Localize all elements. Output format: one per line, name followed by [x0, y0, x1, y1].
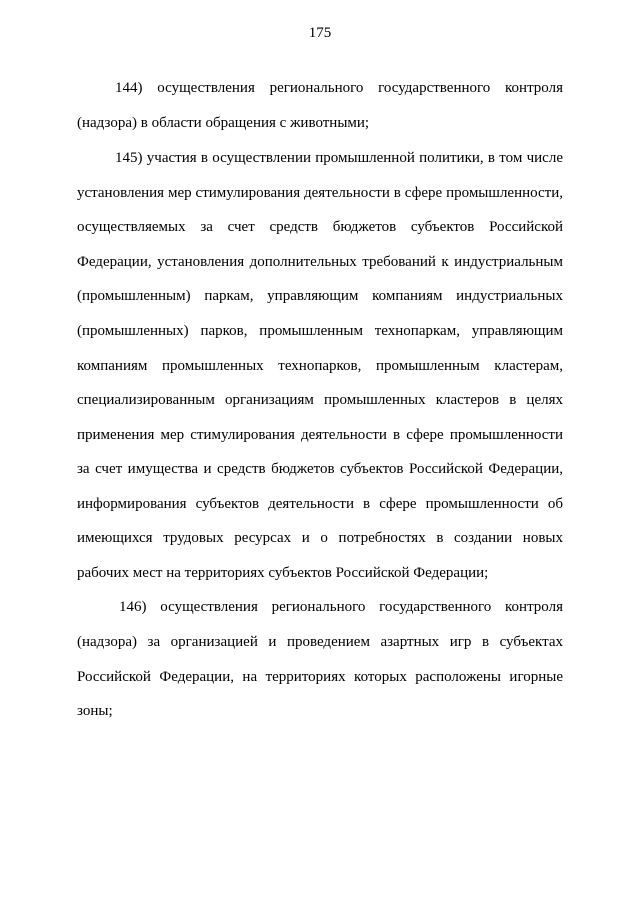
paragraph-145-line: 145) участия в осуществлении промышленной политики, в том числе — [115, 150, 563, 166]
paragraph-144-line: 144) осуществления регионального государственного контроля — [115, 80, 563, 96]
page-number: 175 — [308, 25, 332, 41]
paragraph-145-line: информирования субъектов деятельности в сфере промышленности об — [77, 496, 563, 512]
paragraph-145-line: специализированным организациям промышленных кластеров в целях — [77, 392, 563, 408]
paragraph-145-line: (промышленным) паркам, управляющим компаниям индустриальных — [77, 288, 563, 304]
paragraph-146-line: зоны; — [77, 703, 113, 719]
paragraph-145-line: рабочих мест на территориях субъектов Российской Федерации; — [77, 565, 489, 581]
paragraph-145-line: (промышленных) парков, промышленным технопаркам, управляющим — [77, 323, 563, 339]
paragraph-146-line: (надзора) за организацией и проведением азартных игр в субъектах — [77, 634, 563, 650]
paragraph-146-line: 146) осуществления регионального государственного контроля — [119, 599, 563, 615]
paragraph-145-line: установления мер стимулирования деятельности в сфере промышленности, — [77, 185, 563, 201]
paragraph-145-line: Федерации, установления дополнительных требований к индустриальным — [77, 254, 563, 270]
paragraph-145-line: осуществляемых за счет средств бюджетов субъектов Российской — [77, 219, 563, 235]
paragraph-145-line: за счет имущества и средств бюджетов субъектов Российской Федерации, — [77, 461, 563, 477]
paragraph-145-line: имеющихся трудовых ресурсах и о потребностях в создании новых — [77, 530, 563, 546]
paragraph-146-line: Российской Федерации, на территориях которых расположены игорные — [77, 669, 563, 685]
paragraph-145-line: компаниям промышленных технопарков, промышленным кластерам, — [77, 358, 563, 374]
paragraph-144-line: (надзора) в области обращения с животными; — [77, 115, 370, 131]
paragraph-145-line: применения мер стимулирования деятельности в сфере промышленности — [77, 427, 563, 443]
